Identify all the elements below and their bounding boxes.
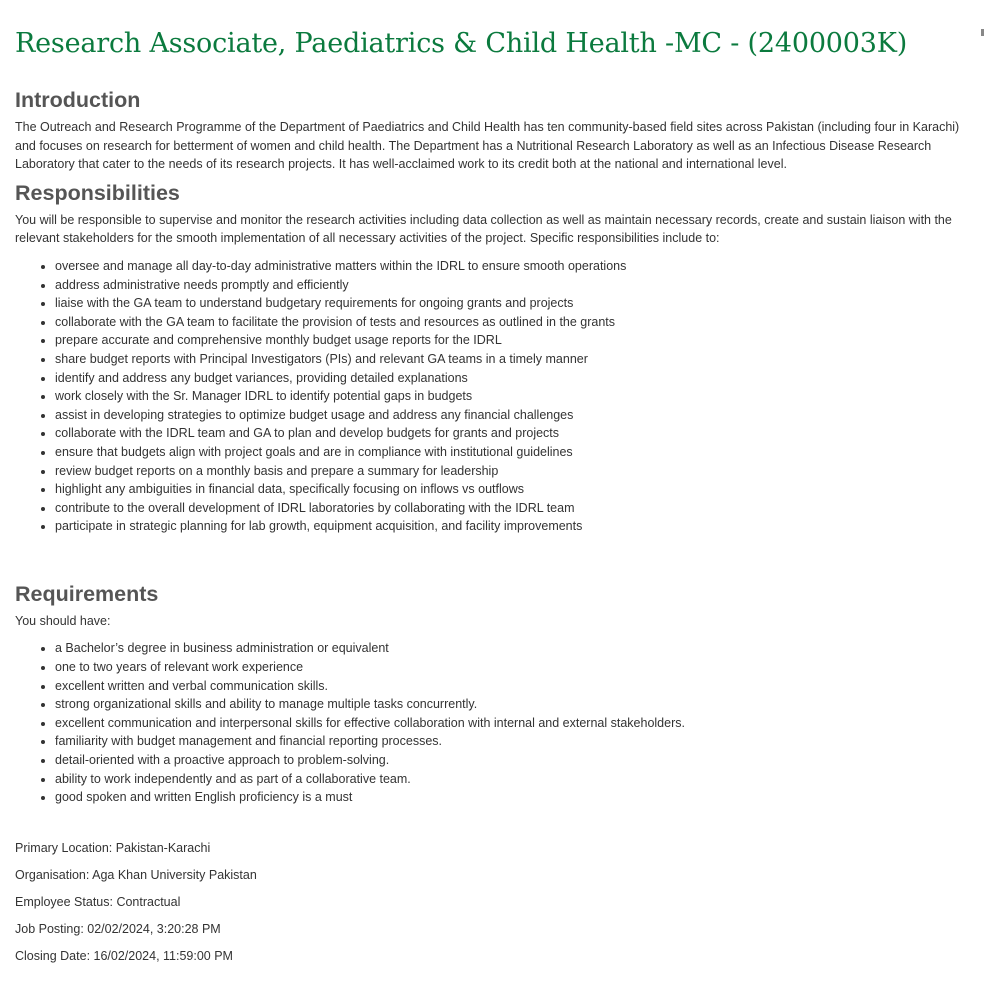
list-item: • identify and address any budget variances, providing detailed explanations bbox=[55, 369, 971, 388]
responsibilities-heading: Responsibilities bbox=[15, 180, 180, 205]
list-item: • collaborate with the GA team to facilitate the provision of tests and resources as outlined in the grants bbox=[55, 313, 971, 332]
responsibilities-section bbox=[15, 180, 971, 536]
introduction-section bbox=[15, 87, 971, 174]
list-item: • prepare accurate and comprehensive monthly budget usage reports for the IDRL bbox=[55, 331, 971, 350]
job-posting-date: Job Posting: 02/02/2024, 3:20:28 PM bbox=[15, 921, 221, 936]
job-title: Research Associate, Paediatrics & Child Health -MC - (2400003K) bbox=[15, 28, 908, 59]
responsibilities-list bbox=[15, 257, 971, 536]
list-item: • strong organizational skills and ability to manage multiple tasks concurrently. bbox=[55, 695, 971, 714]
organisation: Organisation: Aga Khan University Pakistan bbox=[15, 867, 257, 882]
primary-location: Primary Location: Pakistan-Karachi bbox=[15, 840, 211, 855]
list-item: • excellent communication and interpersonal skills for effective collaboration with internal and external stakeholders. bbox=[55, 714, 971, 733]
list-item: • review budget reports on a monthly basis and prepare a summary for leadership bbox=[55, 462, 971, 481]
requirements-section bbox=[15, 581, 971, 807]
list-item: • work closely with the Sr. Manager IDRL to identify potential gaps in budgets bbox=[55, 387, 971, 406]
list-item: • participate in strategic planning for lab growth, equipment acquisition, and facility improvements bbox=[55, 517, 971, 536]
introduction-heading: Introduction bbox=[15, 88, 141, 112]
list-item: • familiarity with budget management and financial reporting processes. bbox=[55, 732, 971, 751]
list-item: • address administrative needs promptly and efficiently bbox=[55, 276, 971, 295]
closing-date: Closing Date: 16/02/2024, 11:59:00 PM bbox=[15, 948, 233, 963]
list-item: • good spoken and written English proficiency is a must bbox=[55, 788, 971, 807]
list-item: • ensure that budgets align with project goals and are in compliance with institutional guidelines bbox=[55, 443, 971, 462]
list-item: • highlight any ambiguities in financial data, specifically focusing on inflows vs outflows bbox=[55, 480, 971, 499]
requirements-heading: Requirements bbox=[15, 581, 159, 606]
list-item: • liaise with the GA team to understand budgetary requirements for ongoing grants and projects bbox=[55, 294, 971, 313]
job-details bbox=[15, 835, 971, 970]
employee-status: Employee Status: Contractual bbox=[15, 894, 181, 909]
list-item: • ability to work independently and as part of a collaborative team. bbox=[55, 770, 971, 789]
list-item: • one to two years of relevant work experience bbox=[55, 658, 971, 677]
list-item: • a Bachelor’s degree in business administration or equivalent bbox=[55, 639, 971, 658]
scrollbar-edge-marker bbox=[981, 29, 984, 36]
list-item: • detail-oriented with a proactive approach to problem-solving. bbox=[55, 751, 971, 770]
requirements-text: You should have: bbox=[15, 613, 111, 628]
list-item: • collaborate with the IDRL team and GA to plan and develop budgets for grants and projects bbox=[55, 424, 971, 443]
responsibilities-text: You will be responsible to supervise and monitor the research activities including data collection as well as maintain necessary records, create and sustain liaison with the relevant stakeholders for the smooth implementation of all necessary activities of the project. Specific responsibilities include to: bbox=[15, 212, 952, 246]
introduction-text: The Outreach and Research Programme of the Department of Paediatrics and Child Health has ten community-based field sites across Pakistan (including four in Karachi) and focuses on research for betterment of women and child health. The Department has a Nutritional Research Laboratory as well as an Infectious Disease Research Laboratory that cater to the needs of its research projects. It has well-acclaimed work to its credit both at the national and international level. bbox=[15, 120, 960, 172]
list-item: • excellent written and verbal communication skills. bbox=[55, 677, 971, 696]
list-item: • assist in developing strategies to optimize budget usage and address any financial challenges bbox=[55, 406, 971, 425]
list-item: • contribute to the overall development of IDRL laboratories by collaborating with the IDRL team bbox=[55, 499, 971, 518]
list-item: • oversee and manage all day-to-day administrative matters within the IDRL to ensure smooth operations bbox=[55, 257, 971, 276]
requirements-list bbox=[15, 639, 971, 806]
list-item: • share budget reports with Principal Investigators (PIs) and relevant GA teams in a timely manner bbox=[55, 350, 971, 369]
